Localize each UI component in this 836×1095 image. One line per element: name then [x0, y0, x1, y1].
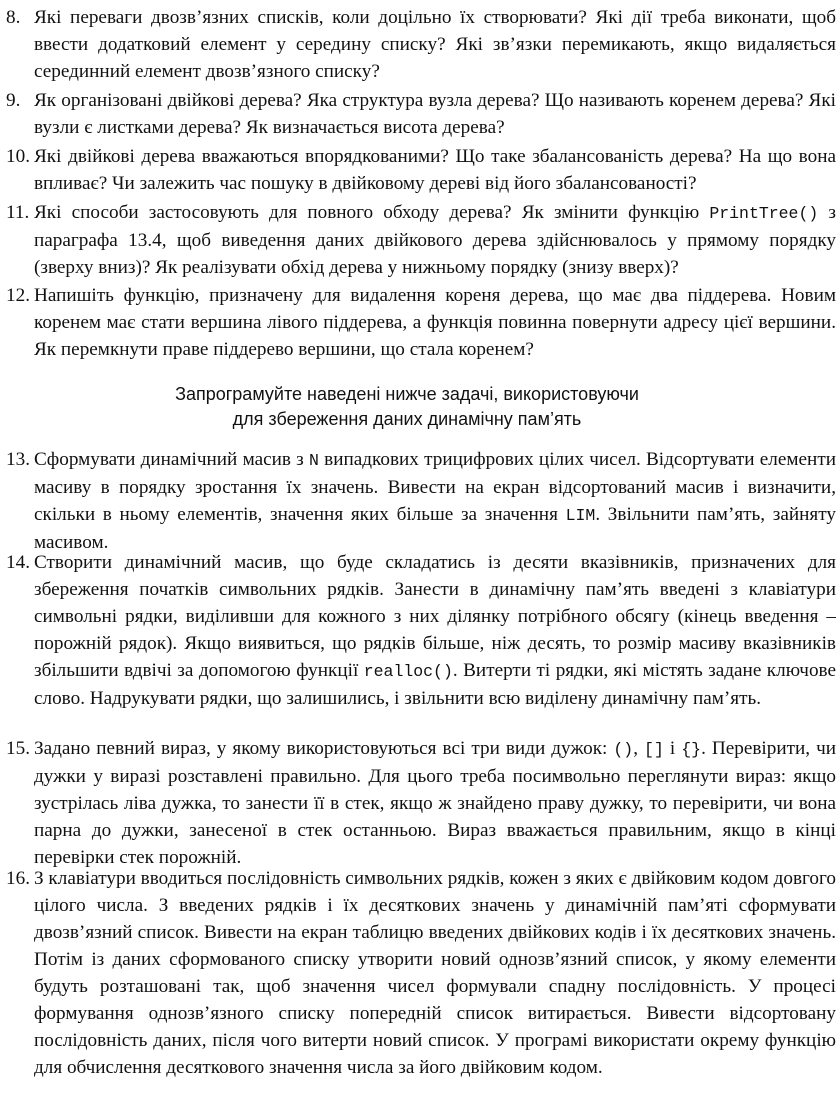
- text-run: Напишіть функцію, призначену для видалення кореня дерева, що має два піддерева. Новим коренем має стати вершина лівого піддерева, а функція повинна повернути адресу цієї вершини. Як перемкнути праве піддерево вершини, що стала коренем?: [34, 285, 836, 360]
- text-run: . Витерти ті рядки, які містять задане ключове слово. Надрукувати рядки, що залишились, і звільнити всю виділену динамічну пам’ять.: [34, 660, 836, 709]
- item-text: [34, 143, 836, 197]
- text-run: Створити динамічний масив, що буде складатись із десяти вказівників, призначених для збереження початків символьних рядків. Занести в динамічну пам’ять введені з клавіатури символьні рядки, виділивши для кожного з них ділянку потрібного обсягу (кінець введення – порожній рядок). Якщо виявиться, що рядків більше, ніж десять, то розмір масиву вказівників збільшити вдвічі за допомогою функції: [34, 552, 836, 681]
- question-item-12: [6, 282, 836, 363]
- code-token: []: [644, 740, 664, 759]
- section-heading: [6, 382, 808, 432]
- item-number: 14.: [6, 552, 30, 573]
- text-run: ,: [633, 738, 645, 759]
- code-token: realloc(): [363, 662, 453, 681]
- text-run: . Звільнити пам’ять, зайняту масивом.: [34, 504, 836, 553]
- text-run: Які способи застосовують для повного обходу дерева? Як змінити функцію: [34, 202, 710, 223]
- item-text: [34, 735, 836, 871]
- item-text: [34, 87, 836, 141]
- item-number: 10.: [6, 146, 30, 167]
- section-heading-line-2: для збереження даних динамічну пам’ять: [232, 409, 582, 429]
- section-heading-line-1: Запрограмуйте наведені нижче задачі, використовуючи: [175, 384, 639, 404]
- text-run: Які переваги двозв’язних списків, коли доцільно їх створювати? Які дії треба виконати, щоб ввести додатковий елемент у середину списку? Які зв’язки перемикають, якщо видаляється серединний елемент двозв’язного списку?: [34, 7, 836, 82]
- text-run: випадкових трицифрових цілих чисел. Відсортувати елементи масиву в порядку зростання їх значень. Вивести на екран відсортований масив і визначити, скільки в ньому елементів, значення яких більше за значення: [34, 449, 836, 525]
- item-text: [34, 4, 836, 85]
- code-token: LIM: [565, 506, 596, 525]
- text-run: і: [663, 738, 682, 759]
- text-run: . Перевірити, чи дужки у виразі розставлені правильно. Для цього треба посимвольно переглянути вираз: якщо зустрілась ліва дужка, то занести її в стек, якщо ж знайдено праву дужку, то перевірити, чи вона парна до дужки, занесеної в стек останньою. Вираз вважається правильним, якщо в кінці перевірки стек порожній.: [34, 738, 836, 868]
- task-item-16: [6, 865, 836, 1081]
- text-run: Сформувати динамічний масив з: [34, 449, 309, 470]
- question-item-10: [6, 143, 836, 197]
- item-text: [34, 549, 836, 712]
- code-token: {}: [681, 740, 702, 759]
- question-item-8: [6, 4, 836, 85]
- item-number: 15.: [6, 738, 30, 759]
- text-run: Як організовані двійкові дерева? Яка структура вузла дерева? Що називають коренем дерева? Які вузли є листками дерева? Як визначається висота дерева?: [34, 90, 836, 138]
- text-run: Задано певний вираз, у якому використовуються всі три види дужок:: [34, 738, 614, 759]
- code-token: PrintTree(): [709, 204, 819, 223]
- text-run: З клавіатури вводиться послідовність символьних рядків, кожен з яких є двійковим кодом довгого цілого числа. З введених рядків і їх десяткових значень у динамічній пам’яті сформувати двозв’язний список. Вивести на екран таблицю введених двійкових кодів і їх десяткових значень. Потім із даних сформованого списку утворити новий однозв’язний список, у якому елементи будуть розташовані так, щоб значення чисел формували спадну послідовність. У процесі формування однозв’язного списку попередній список витирається. Вивести відсортовану послідовність даних, після чого витерти новий список. У програмі використати окрему функцію для обчислення десяткового значення числа за його двійковим кодом.: [34, 868, 836, 1078]
- task-item-14: [6, 549, 836, 712]
- code-token: (): [613, 740, 634, 759]
- text-run: з параграфа 13.4, щоб виведення даних двійкового дерева здійснювалось у прямому порядку (зверху вниз)? Як реалізувати обхід дерева у нижньому порядку (знизу вверх)?: [34, 202, 836, 278]
- item-text: [34, 282, 836, 363]
- text-run: Які двійкові дерева вважаються впорядкованими? Що таке збалансованість дерева? На що вона впливає? Чи залежить час пошуку в двійковому дереві від його збалансованості?: [34, 146, 836, 194]
- task-item-13: [6, 446, 836, 556]
- item-number: 8.: [6, 7, 21, 28]
- item-text: [34, 865, 836, 1081]
- item-number: 12.: [6, 285, 30, 306]
- question-item-11: [6, 199, 836, 281]
- item-text: [34, 199, 836, 281]
- item-number: 9.: [6, 90, 21, 111]
- task-item-15: [6, 735, 836, 871]
- item-number: 13.: [6, 449, 30, 470]
- item-text: [34, 446, 836, 556]
- item-number: 11.: [6, 202, 30, 223]
- code-token: N: [309, 451, 319, 470]
- question-item-9: [6, 87, 836, 141]
- item-number: 16.: [6, 868, 30, 889]
